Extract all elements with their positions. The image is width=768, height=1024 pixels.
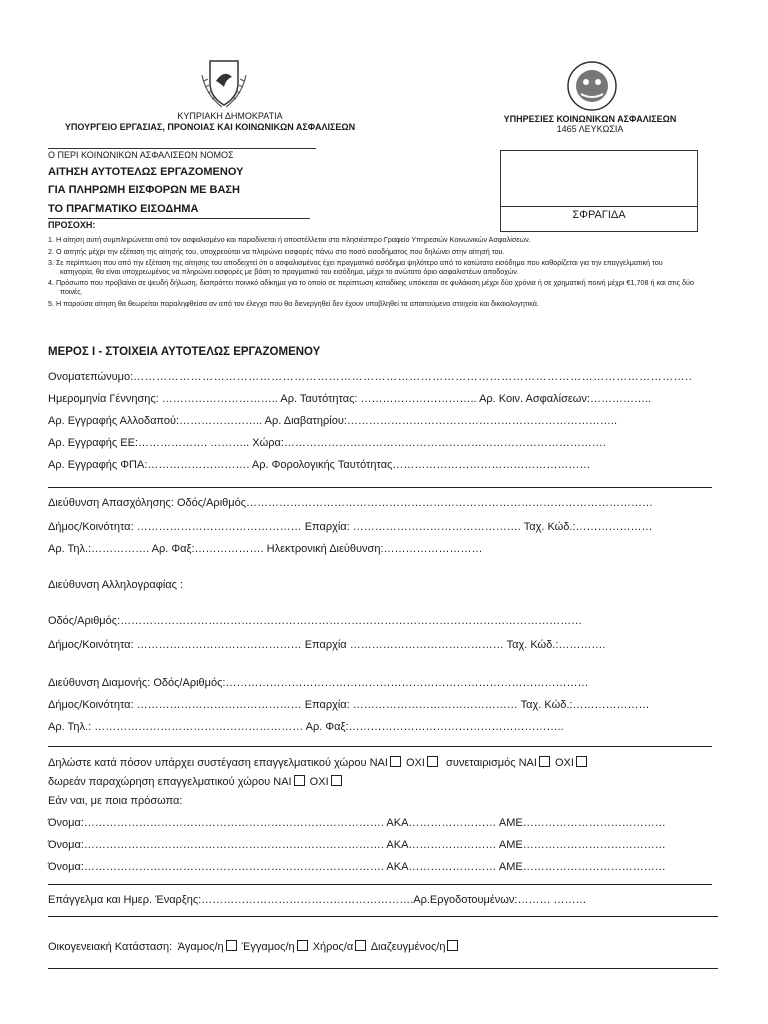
notice-item-2: 2. Ο αιτητής μέχρι την εξέταση της αίτησής του, υποχρεούται να πληρώνει εισφορές πάνω στο ποσό εισοδήματος που δηλώνει στην αίτησή του.: [48, 246, 505, 256]
mail-address-label: Διεύθυνση Αλληλογραφίας :: [48, 579, 184, 591]
work-postcode-label: Ταχ. Κώδ.:: [523, 521, 576, 533]
family-row: [48, 940, 460, 954]
services-label: ΥΠΗΡΕΣΙΕΣ ΚΟΙΝΩΝΙΚΩΝ ΑΣΦΑΛΙΣΕΩΝ: [503, 114, 677, 124]
mail-street-label: Οδός/Αριθμός:: [48, 615, 121, 627]
country-field[interactable]: …………………………………………………………………………….: [283, 437, 606, 449]
divorced-checkbox[interactable]: [447, 940, 458, 951]
person-name-label: Όνομα:: [48, 861, 84, 873]
notice-item-5: 5. Η παρούσα αίτηση θα θεωρείται παραληφθείσα αν από τον έλεγχο που θα διενεργηθεί δεν έχουν υποβληθεί τα απαιτούμενα στοιχεία και δικαιολογητικά.: [48, 298, 539, 308]
birth-field[interactable]: …………………………..: [158, 393, 281, 405]
employees-field[interactable]: ……… ………: [517, 894, 587, 906]
passport-label: Αρ. Διαβατηρίου:: [264, 415, 347, 427]
person-ame-field[interactable]: …………………………………: [522, 817, 666, 829]
premises-row-2: [48, 775, 344, 789]
occupation-row: [48, 893, 587, 907]
widowed-checkbox[interactable]: [355, 940, 366, 951]
alien-label: Αρ. Εγγραφής Αλλοδαπού:: [48, 415, 180, 427]
person-row-1: [48, 816, 666, 830]
notice-item-4: 4. Πρόσωπο που προβαίνει σε ψευδή δήλωση, διαπράττει ποινικό αδίκημα για το οποίο σε περίπτωση καταδίκης υπόκειται σε φυλάκιση μέχρι δύο χρόνια ή σε χρηματική ποινή μέχρι €1,708 ή και στις δύο ποινές.: [48, 278, 694, 296]
work-email-field[interactable]: ………………………: [383, 543, 483, 555]
mail-municipality-field[interactable]: ………………………………………: [133, 639, 305, 651]
home-postcode-field[interactable]: …………………: [572, 699, 650, 711]
work-email-label: Ηλεκτρονική Διεύθυνση:: [266, 543, 384, 555]
ministry-label: ΥΠΟΥΡΓΕΙΟ ΕΡΓΑΣΙΑΣ, ΠΡΟΝΟΙΑΣ ΚΑΙ ΚΟΙΝΩΝΙΚΩΝ ΑΣΦΑΛΙΣΕΩΝ: [64, 122, 356, 132]
person-name-field[interactable]: ……………………………………………………………………….: [83, 839, 387, 851]
mail-postcode-label: Ταχ. Κώδ.:: [506, 639, 559, 651]
premises-yes-checkbox[interactable]: [390, 756, 401, 767]
birth-id-row: [48, 392, 651, 406]
law-label: Ο ΠΕΡΙ ΚΟΙΝΩΝΙΚΩΝ ΑΣΦΑΛΙΣΕΩΝ ΝΟΜΟΣ: [48, 150, 234, 160]
work-fax-field[interactable]: ……………….: [194, 543, 267, 555]
mail-street-row: [48, 614, 582, 628]
vat-label: Αρ. Εγγραφής ΦΠΑ:: [48, 459, 148, 471]
divorced-label: Διαζευγμένος/η: [370, 941, 446, 953]
name-field[interactable]: ………………………………………………………………………………………………………………………………..: [133, 371, 693, 383]
person-ame-label: ΑΜΕ: [498, 861, 523, 873]
stamp-box: [500, 150, 698, 232]
id-label: Αρ. Ταυτότητας:: [280, 393, 358, 405]
eu-field[interactable]: ………………. ………..: [138, 437, 253, 449]
mail-street-field[interactable]: ………………………………………………………………………………………………………………: [120, 615, 583, 627]
occupation-label: Επάγγελμα και Ημερ. Έναρξης:: [48, 894, 202, 906]
work-district-label: Επαρχία:: [304, 521, 350, 533]
coop-yes-checkbox[interactable]: [539, 756, 550, 767]
passport-field[interactable]: ………………………………………………………………..: [346, 415, 618, 427]
home-municipality-row: [48, 698, 649, 712]
person-aka-field[interactable]: ……………………: [408, 817, 499, 829]
widowed-label: Χήρος/α: [312, 941, 354, 953]
premises-q1-label: Δηλώστε κατά πόσον υπάρχει συστέγαση επαγγελματικού χώρου: [48, 757, 367, 769]
vat-field[interactable]: ……………………….: [147, 459, 252, 471]
mail-municipality-label: Δήμος/Κοινότητα:: [48, 639, 134, 651]
home-municipality-label: Δήμος/Κοινότητα:: [48, 699, 134, 711]
person-name-field[interactable]: ……………………………………………………………………….: [83, 861, 387, 873]
premises-row-1: [48, 756, 589, 770]
mail-municipality-row: [48, 638, 605, 652]
home-address-row: [48, 676, 588, 690]
work-address-field[interactable]: …………………………………………………………………………………………………: [246, 497, 654, 509]
free-yes-label: ΝΑΙ: [273, 776, 292, 788]
married-checkbox[interactable]: [297, 940, 308, 951]
home-postcode-label: Ταχ. Κώδ.:: [520, 699, 573, 711]
person-ame-label: ΑΜΕ: [498, 817, 523, 829]
single-label: Άγαμος/η: [177, 941, 224, 953]
work-fax-label: Αρ. Φαξ:: [151, 543, 195, 555]
mail-district-label: Επαρχία: [304, 639, 347, 651]
person-aka-label: ΑΚΑ: [386, 861, 409, 873]
employees-label: Αρ.Εργοδοτουμένων:: [413, 894, 518, 906]
coop-no-label: ΟΧΙ: [554, 757, 574, 769]
work-municipality-field[interactable]: ………………………………………: [133, 521, 305, 533]
person-ame-label: ΑΜΕ: [498, 839, 523, 851]
home-phone-row: [48, 720, 564, 734]
cyprus-coat-of-arms-icon: [196, 55, 252, 111]
alien-field[interactable]: …………………..: [179, 415, 265, 427]
persons-label: Εάν ναι, με ποια πρόσωπα:: [48, 795, 183, 807]
mail-postcode-field[interactable]: ………….: [558, 639, 606, 651]
home-district-label: Επαρχία:: [304, 699, 350, 711]
vat-row: [48, 458, 590, 472]
address-label: 1465 ΛΕΥΚΩΣΙΑ: [556, 124, 624, 134]
home-address-label: Διεύθυνση Διαμονής: Οδός/Αριθμός:: [48, 677, 226, 689]
work-phone-label: Αρ. Τηλ.:: [48, 543, 92, 555]
home-phone-label: Αρ. Τηλ.:: [48, 721, 92, 733]
social-insurance-seal-icon: [566, 60, 618, 112]
premises-no-label: ΟΧΙ: [405, 757, 425, 769]
person-name-label: Όνομα:: [48, 839, 84, 851]
person-aka-label: ΑΚΑ: [386, 839, 409, 851]
work-phone-row: [48, 542, 483, 556]
eu-label: Αρ. Εγγραφής ΕΕ:: [48, 437, 138, 449]
person-row-2: [48, 838, 666, 852]
premises-q2-label: δωρεάν παραχώρηση επαγγελματικού χώρου: [48, 776, 271, 788]
home-address-field[interactable]: ………………………………………………………………………………………: [225, 677, 589, 689]
premises-no-checkbox[interactable]: [427, 756, 438, 767]
work-postcode-field[interactable]: …………………: [575, 521, 653, 533]
social-field[interactable]: ……………..: [589, 393, 652, 405]
work-address-label: Διεύθυνση Απασχόλησης: Οδός/Αριθμός: [48, 497, 247, 509]
country-label: Χώρα:: [252, 437, 284, 449]
eu-row: [48, 436, 606, 450]
stamp-label: ΣΦΡΑΓΙΔΑ: [572, 209, 626, 221]
home-fax-field[interactable]: …………………………………………………..: [348, 721, 564, 733]
social-label: Αρ. Κοιν. Ασφαλίσεων:: [479, 393, 590, 405]
notice-item-1: 1. Η αίτηση αυτή συμπληρώνεται από τον ασφαλισμένο και παραδίνεται ή αποστέλλεται στο πλησιέστερο Γραφείο Υπηρεσιών Κοινωνικών Ασφαλίσεων.: [48, 235, 531, 244]
alien-row: [48, 414, 617, 428]
form-title-1: ΑΙΤΗΣΗ ΑΥΤΟΤΕΛΩΣ ΕΡΓΑΖΟΜΕΝΟΥ: [48, 166, 244, 178]
free-yes-checkbox[interactable]: [294, 775, 305, 786]
tax-id-field[interactable]: ………………………………………………: [392, 459, 591, 471]
part1-heading: ΜΕΡΟΣ Ι - ΣΤΟΙΧΕΙΑ ΑΥΤΟΤΕΛΩΣ ΕΡΓΑΖΟΜΕΝΟΥ: [48, 346, 321, 358]
home-phone-field[interactable]: …………………………………………………: [91, 721, 306, 733]
home-municipality-field[interactable]: ………………………………………: [133, 699, 305, 711]
work-municipality-row: [48, 520, 653, 534]
work-address-row: [48, 496, 653, 510]
free-no-label: ΟΧΙ: [309, 776, 329, 788]
notice-list: [48, 236, 698, 308]
person-aka-label: ΑΚΑ: [386, 817, 409, 829]
occupation-field[interactable]: ………………………………………………….: [201, 894, 414, 906]
birth-label: Ημερομηνία Γέννησης:: [48, 393, 159, 405]
coop-label: συνεταιρισμός: [446, 757, 516, 769]
republic-label: ΚΥΠΡΙΑΚΗ ΔΗΜΟΚΡΑΤΙΑ: [177, 111, 283, 121]
work-phone-field[interactable]: …………….: [91, 543, 152, 555]
form-title-3: ΤΟ ΠΡΑΓΜΑΤΙΚΟ ΕΙΣΟΔΗΜΑ: [48, 203, 199, 215]
id-field[interactable]: …………………………..: [357, 393, 480, 405]
form-title-2: ΓΙΑ ΠΛΗΡΩΜΗ ΕΙΣΦΟΡΩΝ ΜΕ ΒΑΣΗ: [48, 184, 240, 196]
premises-yes-label: ΝΑΙ: [369, 757, 388, 769]
coop-yes-label: ΝΑΙ: [518, 757, 537, 769]
person-aka-field[interactable]: ……………………: [408, 839, 499, 851]
home-district-field[interactable]: ………………………………………: [349, 699, 521, 711]
married-label: Έγγαμος/η: [241, 941, 295, 953]
person-ame-field[interactable]: …………………………………: [522, 839, 666, 851]
work-district-field[interactable]: ……………………………………….: [349, 521, 524, 533]
tax-id-label: Αρ. Φορολογικής Ταυτότητας: [251, 459, 393, 471]
person-row-3: [48, 860, 666, 874]
coop-no-checkbox[interactable]: [576, 756, 587, 767]
work-municipality-label: Δήμος/Κοινότητα:: [48, 521, 134, 533]
family-label: Οικογενειακή Κατάσταση:: [48, 941, 173, 953]
home-fax-label: Αρ. Φαξ:: [305, 721, 349, 733]
person-name-label: Όνομα:: [48, 817, 84, 829]
name-row: [48, 370, 692, 384]
mail-district-field[interactable]: ……………………………………: [346, 639, 507, 651]
person-aka-field[interactable]: ……………………: [408, 861, 499, 873]
notice-item-3: 3. Σε περίπτωση που από την εξέταση της αίτησης του αποδειχτεί ότι ο ασφαλισμένος έχει πραγματικό εισόδημα ψηλότερο από το κατώτατο εισόδημα που καθορίζεται για την επαγγελματική του κατηγορία, θα είναι υποχρεωμένος να πληρώνει εισφορές με βάση το πραγματικό του εισόδημα, μέχρι το ανώτατο όριο ασφαλιστέων αποδοχών.: [48, 258, 663, 276]
name-label: Ονοματεπώνυμο:: [48, 371, 134, 383]
notice-heading: ΠΡΟΣΟΧΗ:: [48, 220, 96, 230]
free-no-checkbox[interactable]: [331, 775, 342, 786]
person-ame-field[interactable]: …………………………………: [522, 861, 666, 873]
single-checkbox[interactable]: [226, 940, 237, 951]
person-name-field[interactable]: ……………………………………………………………………….: [83, 817, 387, 829]
